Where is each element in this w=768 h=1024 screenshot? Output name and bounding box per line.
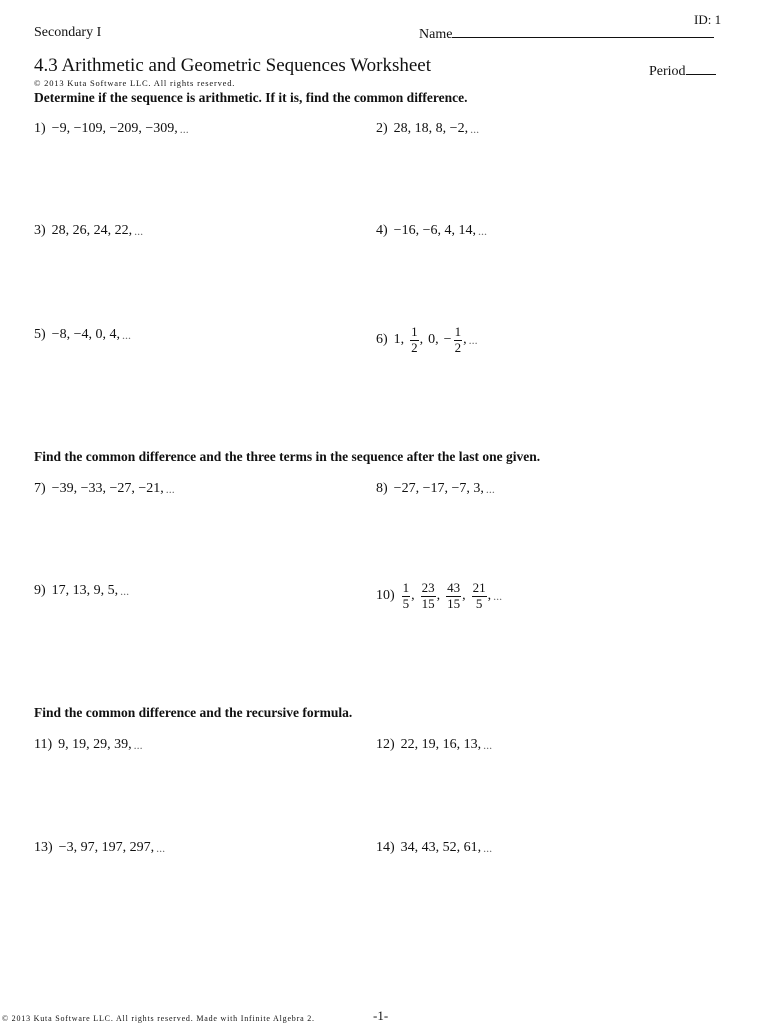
ellipsis: ...: [468, 332, 478, 347]
section-1-instruction: Determine if the sequence is arithmetic. If it is, find the common difference.: [34, 90, 468, 105]
problem-10: 10) $\frac{1}{5}$ , $\frac{23}{15}$ , $\frac{43}{15}$ , $\frac{21}{5}$ , ...: [376, 580, 503, 611]
fraction-term: [402, 581, 411, 612]
fraction-denominator: 2: [411, 339, 418, 355]
fraction-term: [410, 325, 419, 356]
section-2-instruction: Find the common difference and the three terms in the sequence after the last one given.: [34, 449, 541, 464]
fraction-numerator: 1: [454, 324, 462, 339]
problem-number: 8): [376, 481, 388, 496]
problem-number: 3): [34, 223, 46, 238]
problem-number: 12): [376, 737, 395, 752]
ellipsis: ...: [133, 737, 143, 752]
problem-number: 13): [34, 840, 53, 855]
problem-number: 6): [376, 332, 388, 348]
problem-number: 2): [376, 121, 388, 136]
name-blank-line: [452, 25, 714, 38]
fraction-numerator: 23: [421, 580, 435, 595]
problem-4: [376, 223, 487, 239]
ellipsis: ...: [470, 121, 480, 136]
problem-9: [34, 583, 129, 599]
period-field: [649, 62, 716, 80]
fraction-denominator: 2: [454, 339, 462, 355]
ellipsis: ...: [156, 840, 166, 855]
problem-13: [34, 840, 165, 856]
sequence: 17, 13, 9, 5,: [51, 583, 119, 598]
name-label: Name: [419, 27, 453, 42]
fraction-denominator: 5: [402, 595, 410, 611]
problem-8: [376, 481, 495, 497]
problem-number: 9): [34, 583, 46, 598]
problem-6: 6) 1, $\frac{1}{2}$ , 0, − $\frac{1}{2}$ , ...: [376, 324, 478, 355]
sequence: 28, 26, 24, 22,: [51, 223, 133, 238]
problem-11: [34, 737, 143, 753]
problem-3: [34, 223, 143, 239]
sequence-term: 1,: [393, 332, 405, 348]
sequence-term: 0,: [428, 332, 439, 348]
period-label: Period: [649, 64, 686, 79]
ellipsis: ...: [165, 481, 175, 496]
problem-number: 4): [376, 223, 388, 238]
fraction-numerator: 1: [402, 580, 410, 595]
problem-14: [376, 840, 492, 856]
course-name: Secondary I: [34, 25, 102, 40]
problem-number: 7): [34, 481, 46, 496]
problem-7: [34, 481, 175, 497]
copyright-notice: © 2013 Kuta Software LLC. All rights reserved.: [34, 78, 236, 88]
problem-2: [376, 121, 479, 137]
problem-number: 5): [34, 327, 46, 342]
problem-1: [34, 121, 189, 137]
worksheet-id: ID: 1: [694, 12, 722, 27]
ellipsis: ...: [483, 737, 493, 752]
sequence: 22, 19, 16, 13,: [400, 737, 482, 752]
problem-number: 11): [34, 737, 53, 752]
problem-number: 1): [34, 121, 46, 136]
ellipsis: ...: [134, 223, 144, 238]
negative-sign: −: [443, 332, 452, 348]
sequence: 9, 19, 29, 39,: [58, 737, 132, 752]
footer-copyright: © 2013 Kuta Software LLC. All rights reserved. Made with Infinite Algebra 2.: [2, 1014, 315, 1023]
fraction-numerator: 43: [447, 580, 461, 595]
sequence: −16, −6, 4, 14,: [393, 223, 476, 238]
worksheet-title: 4.3 Arithmetic and Geometric Sequences Worksheet: [34, 55, 432, 76]
sequence: −27, −17, −7, 3,: [393, 481, 484, 496]
ellipsis: ...: [477, 223, 487, 238]
section-3-instruction: Find the common difference and the recursive formula.: [34, 705, 353, 720]
fraction-denominator: 15: [421, 595, 435, 611]
problem-5: [34, 327, 131, 343]
ellipsis: ...: [120, 583, 130, 598]
fraction-numerator: 1: [411, 324, 418, 339]
fraction-term: [446, 581, 461, 612]
sequence: −8, −4, 0, 4,: [51, 327, 120, 342]
sequence: −3, 97, 197, 297,: [58, 840, 155, 855]
fraction-term: [472, 581, 487, 612]
fraction-denominator: 5: [475, 595, 483, 611]
period-blank-line: [686, 62, 716, 75]
ellipsis: ...: [493, 588, 503, 603]
ellipsis: ...: [485, 481, 495, 496]
page-number: -1-: [373, 1008, 389, 1023]
ellipsis: ...: [483, 840, 493, 855]
fraction-term: [454, 325, 463, 356]
name-field: [419, 25, 714, 43]
fraction-term: [421, 581, 436, 612]
problem-number: 14): [376, 840, 395, 855]
fraction-denominator: 15: [447, 595, 461, 611]
sequence: −39, −33, −27, −21,: [51, 481, 164, 496]
problem-12: [376, 737, 492, 753]
sequence: −9, −109, −209, −309,: [51, 121, 178, 136]
ellipsis: ...: [121, 327, 131, 342]
ellipsis: ...: [179, 121, 189, 136]
fraction-numerator: 21: [472, 580, 486, 595]
sequence: 28, 18, 8, −2,: [393, 121, 469, 136]
sequence: 34, 43, 52, 61,: [400, 840, 482, 855]
problem-number: 10): [376, 588, 395, 604]
